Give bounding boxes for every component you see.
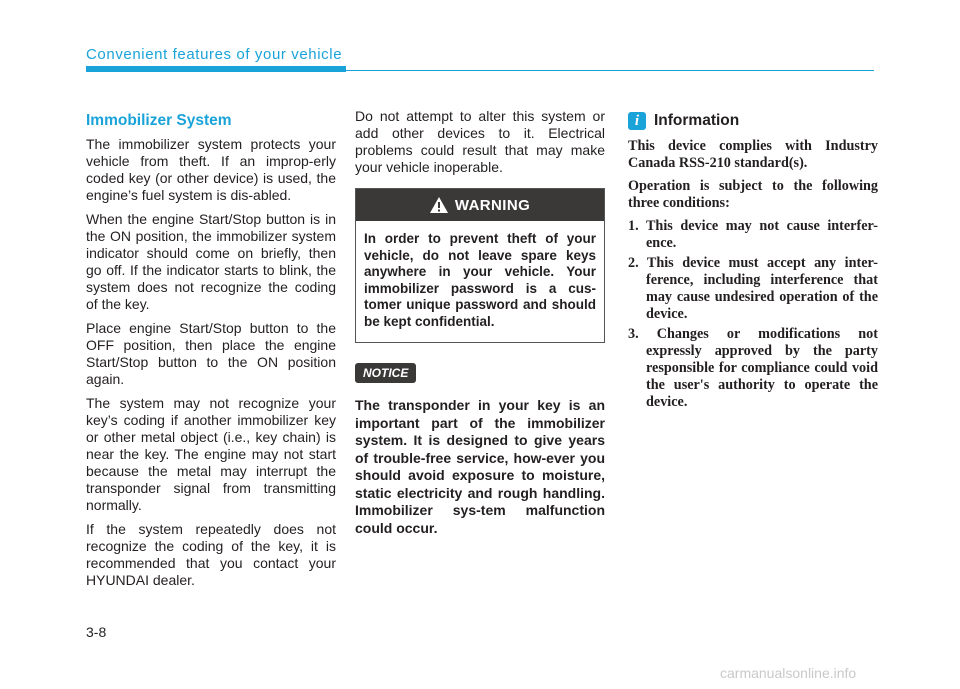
list-item: 1. This device may not cause interfer-ence.: [628, 218, 878, 251]
immobilizer-heading: Immobilizer System: [86, 112, 232, 129]
information-paragraph: Operation is subject to the following three conditions:: [628, 178, 878, 211]
section-header-title: Convenient features of your vehicle: [86, 46, 343, 63]
conditions-list: [628, 218, 878, 411]
column-immobilizer: [86, 108, 336, 596]
info-icon: i: [628, 112, 646, 130]
immobilizer-paragraph: The system may not recognize your key’s coding if another immobilizer key or other metal object (i.e., key chain) is near the key. The engine may not start because the metal may interrupt the transponder signal from transmitting normally.: [86, 395, 336, 513]
notice-badge: NOTICE: [355, 363, 416, 383]
immobilizer-paragraph: When the engine Start/Stop button is in the ON position, the immobilizer system indicator should come on briefly, then go off. If the indicator starts to blink, the system does not recognize the coding of the key.: [86, 211, 336, 312]
watermark: carmanualsonline.info: [720, 665, 857, 681]
header-rule-thick: [86, 66, 346, 72]
page-number: 3-8: [86, 624, 107, 640]
warning-label: WARNING: [454, 196, 531, 214]
immobilizer-paragraph: The immobilizer system protects your vehicle from theft. If an improp-erly coded key (or other device) is used, the engine’s fuel system is dis-abled.: [86, 136, 336, 203]
notice-text: The transponder in your key is an important part of the immobilizer system. It is designed to give years of trouble-free service, how-ever you should avoid exposure to moisture, static electricity and rough handling. Immobilizer sys-tem malfunction could occur.: [355, 397, 605, 536]
immobilizer-paragraph: If the system repeatedly does not recognize the coding of the key, it is recommended that you contact your HYUNDAI dealer.: [86, 521, 336, 588]
warning-box: [355, 188, 605, 343]
list-item: 2. This device must accept any inter-ference, including interference that may cause undesired operation of the device.: [628, 255, 878, 322]
immobilizer-paragraph: Place engine Start/Stop button to the OFF position, then place the engine Start/Stop button to the ON position again.: [86, 320, 336, 387]
information-title: Information: [654, 112, 740, 129]
intro-paragraph: Do not attempt to alter this system or add other devices to it. Electrical problems could result that may make your vehicle inoperable.: [355, 108, 605, 175]
list-item: 3. Changes or modifications not expressly approved by the party responsible for compliance could void the user's authority to operate the device.: [628, 326, 878, 410]
column-information: [628, 112, 878, 414]
warning-triangle-icon: [430, 197, 448, 213]
header-rule-thin: [346, 70, 874, 71]
column-warning-notice: [355, 108, 605, 537]
information-paragraph: This device complies with Industry Canada RSS-210 standard(s).: [628, 138, 878, 171]
warning-header: [356, 189, 604, 221]
information-header: [628, 112, 878, 130]
warning-text: In order to prevent theft of your vehicle, do not leave spare keys anywhere in your vehicle. Your immobilizer password is a cus-tomer unique password and should be kept confidential.: [364, 231, 596, 329]
